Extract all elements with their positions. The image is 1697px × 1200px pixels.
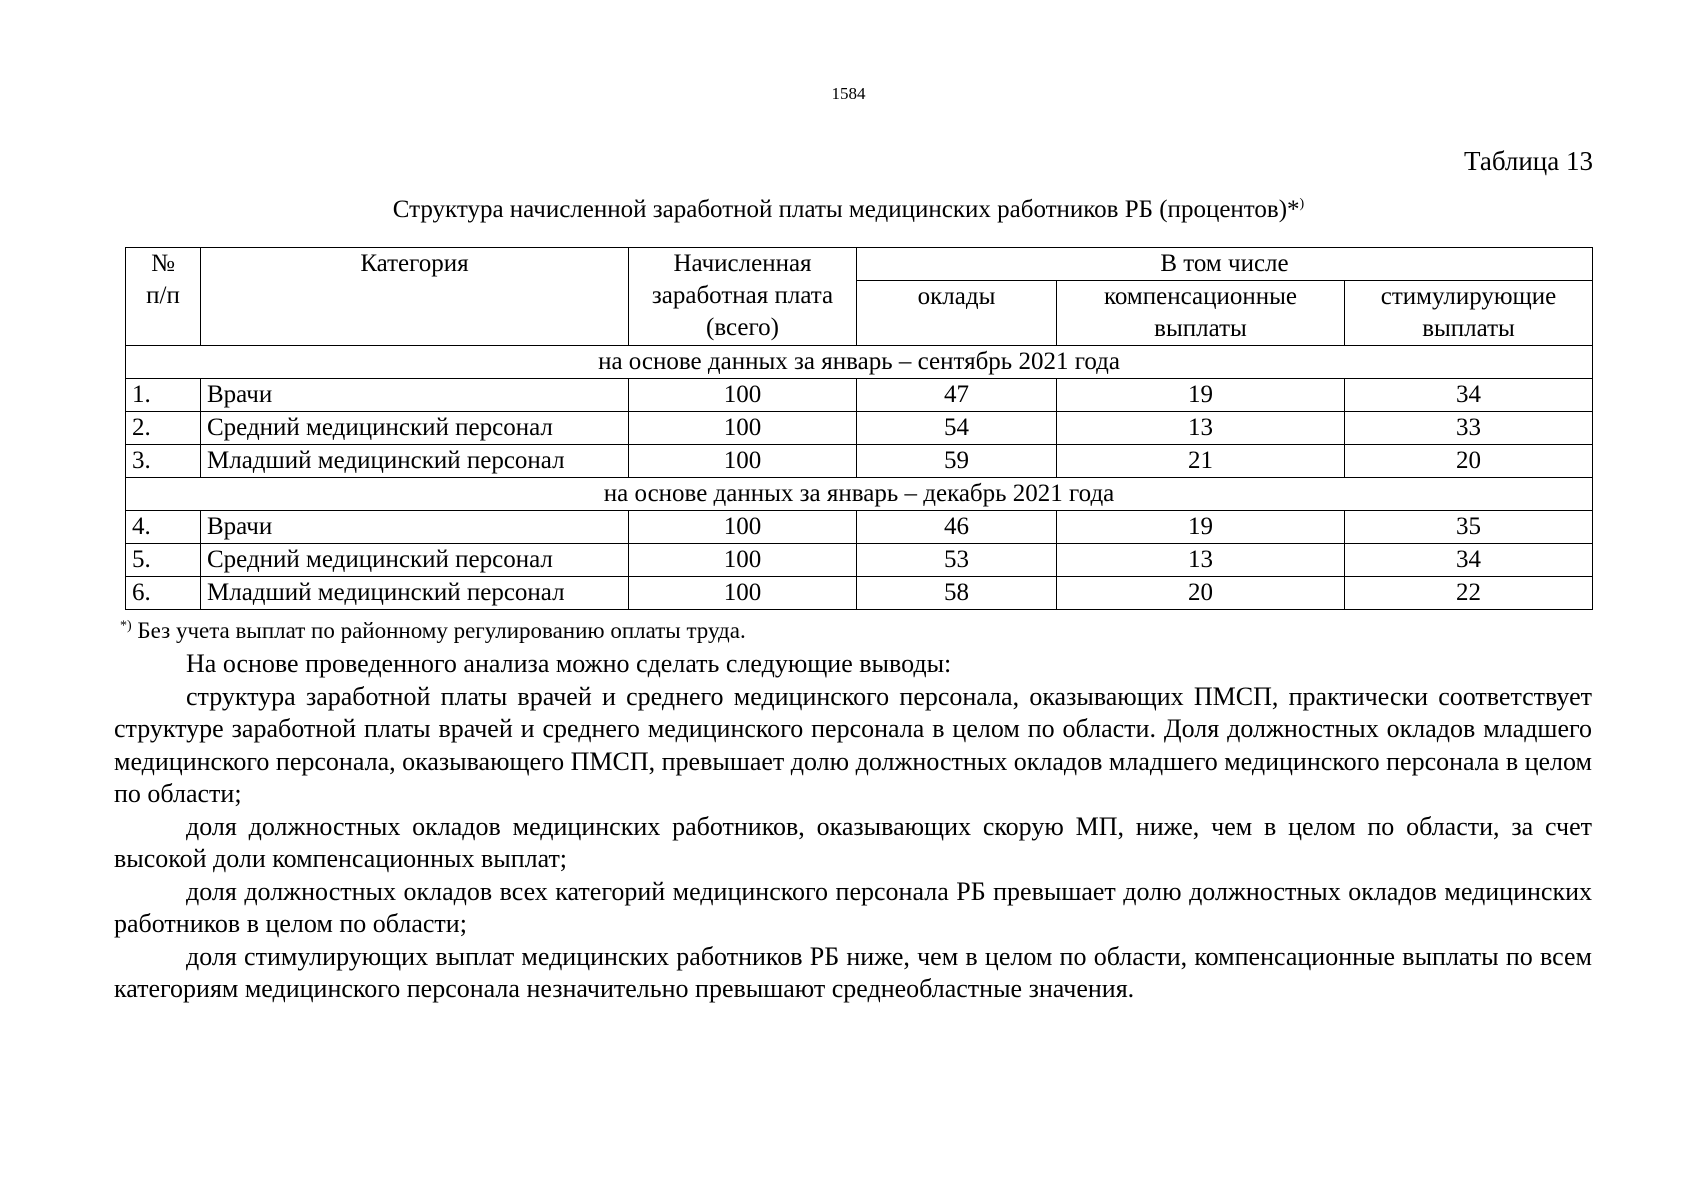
paragraph: На основе проведенного анализа можно сделать следующие выводы:: [186, 649, 952, 678]
paragraph: доля должностных окладов всех категорий медицинского персонала РБ превышает долю должностных окладов медицинских работников в целом по области;: [114, 876, 1592, 938]
cell-comp: 20: [1057, 577, 1345, 610]
cell-total: 100: [629, 379, 857, 412]
cell-num: 2.: [126, 412, 201, 445]
section-title: на основе данных за январь – сентябрь 2021 года: [126, 346, 1593, 379]
cell-salaries: 46: [857, 511, 1057, 544]
footnote: [120, 618, 746, 644]
cell-category: Средний медицинский персонал: [201, 544, 629, 577]
cell-num: 5.: [126, 544, 201, 577]
table-title: [0, 196, 1697, 224]
footnote-mark: *): [120, 618, 132, 634]
cell-comp: 19: [1057, 511, 1345, 544]
header-total-line3: (всего): [706, 314, 779, 341]
footnote-text: Без учета выплат по районному регулированию оплаты труда.: [131, 618, 746, 643]
cell-category: Врачи: [201, 511, 629, 544]
cell-num: 4.: [126, 511, 201, 544]
table-row: [126, 379, 1593, 412]
table-label: Таблица 13: [1464, 146, 1593, 176]
page-number: 1584: [831, 84, 866, 103]
paragraph: структура заработной платы врачей и среднего медицинского персонала, оказывающих ПМСП, практически соответствует структуре заработной платы врачей и среднего медицинского персонала в целом по области. Доля должностных окладов младшего медицинского персонала, оказывающего ПМСП, превышает долю должностных окладов младшего медицинского персонала в целом по области;: [114, 681, 1592, 808]
header-total: [629, 248, 857, 346]
cell-comp: 19: [1057, 379, 1345, 412]
table-row: [126, 511, 1593, 544]
cell-category: Младший медицинский персонал: [201, 445, 629, 478]
cell-total: 100: [629, 511, 857, 544]
cell-salaries: 54: [857, 412, 1057, 445]
header-total-line1: Начисленная: [673, 250, 812, 277]
header-num: [126, 248, 201, 346]
cell-comp: 13: [1057, 544, 1345, 577]
header-total-line2: заработная плата: [651, 282, 834, 309]
section-row: [126, 478, 1593, 511]
header-num-line1: №: [151, 250, 175, 277]
section-title: на основе данных за январь – декабрь 2021 года: [126, 478, 1593, 511]
body-text: [114, 648, 1592, 1006]
cell-category: Младший медицинский персонал: [201, 577, 629, 610]
header-comp: [1057, 281, 1345, 346]
paragraph: доля должностных окладов медицинских работников, оказывающих скорую МП, ниже, чем в целом по области, за счет высокой доли компенсационных выплат;: [114, 811, 1592, 873]
table-title-text: Структура начисленной заработной платы медицинских работников РБ (процентов)*: [392, 196, 1300, 223]
cell-salaries: 58: [857, 577, 1057, 610]
cell-stim: 34: [1345, 379, 1593, 412]
salary-structure-table: [125, 247, 1593, 610]
table-row: [126, 412, 1593, 445]
section-row: [126, 346, 1593, 379]
header-salaries: оклады: [857, 281, 1057, 346]
paragraph: доля стимулирующих выплат медицинских работников РБ ниже, чем в целом по области, компенсационные выплаты по всем категориям медицинского персонала незначительно превышают среднеобластные значения.: [114, 941, 1592, 1003]
cell-comp: 21: [1057, 445, 1345, 478]
header-stim-line2: выплаты: [1422, 315, 1515, 342]
header-num-line2: п/п: [146, 282, 180, 309]
cell-stim: 20: [1345, 445, 1593, 478]
header-comp-line1: компенсационные: [1104, 283, 1297, 310]
cell-stim: 34: [1345, 544, 1593, 577]
cell-category: Средний медицинский персонал: [201, 412, 629, 445]
cell-total: 100: [629, 577, 857, 610]
table-title-sup: ): [1299, 196, 1305, 212]
header-comp-line2: выплаты: [1154, 315, 1247, 342]
cell-salaries: 53: [857, 544, 1057, 577]
cell-num: 3.: [126, 445, 201, 478]
cell-comp: 13: [1057, 412, 1345, 445]
cell-salaries: 59: [857, 445, 1057, 478]
cell-stim: 22: [1345, 577, 1593, 610]
cell-category: Врачи: [201, 379, 629, 412]
cell-total: 100: [629, 445, 857, 478]
cell-num: 6.: [126, 577, 201, 610]
table-row: [126, 577, 1593, 610]
header-stim: [1345, 281, 1593, 346]
header-category: Категория: [201, 248, 629, 346]
cell-stim: 35: [1345, 511, 1593, 544]
table-row: [126, 544, 1593, 577]
header-including: В том числе: [857, 248, 1593, 281]
cell-total: 100: [629, 544, 857, 577]
header-row-1: [126, 248, 1593, 281]
cell-num: 1.: [126, 379, 201, 412]
cell-total: 100: [629, 412, 857, 445]
cell-stim: 33: [1345, 412, 1593, 445]
cell-salaries: 47: [857, 379, 1057, 412]
header-stim-line1: стимулирующие: [1380, 283, 1557, 310]
table-row: [126, 445, 1593, 478]
